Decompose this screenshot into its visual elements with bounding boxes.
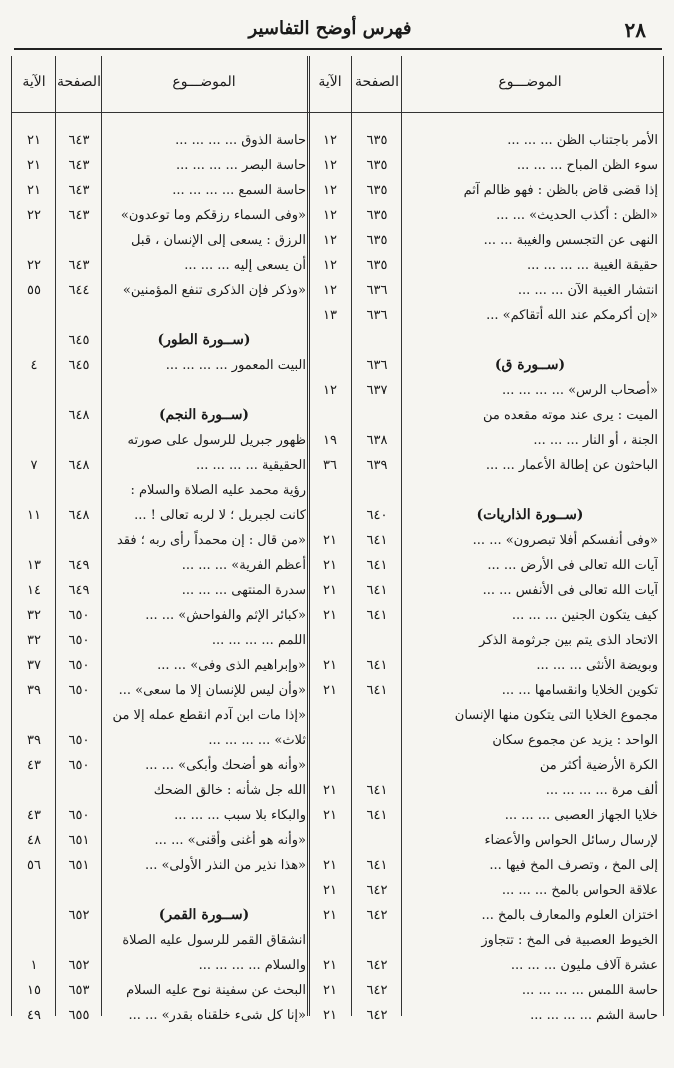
entry-topic: انتشار الغيبة الآن ... ... ... xyxy=(517,283,658,298)
index-entry xyxy=(12,928,310,953)
entry-topic: الميت : يرى عند موته مقعده من xyxy=(483,408,658,423)
entry-verse: ٤٣ xyxy=(27,758,41,773)
entry-page: ٦٤٥ xyxy=(68,333,90,348)
index-entry xyxy=(308,153,664,178)
entry-page: ٦٤٢ xyxy=(366,958,388,973)
entry-topic: الواحد : يزيد عن مجموع سكان xyxy=(492,733,658,748)
entry-page: ٦٤٢ xyxy=(366,908,388,923)
header-page: الصفحة xyxy=(57,74,101,90)
entry-topic: لإرسال رسائل الحواس والأعضاء xyxy=(484,833,658,848)
index-entry xyxy=(308,228,664,253)
entry-topic: حاسة الذوق ... ... ... ... xyxy=(175,133,306,148)
entry-topic: (ســورة ق) xyxy=(494,357,566,373)
entry-verse: ٢١ xyxy=(27,158,41,173)
entry-topic: آيات الله تعالى فى الأرض ... ... xyxy=(487,558,658,573)
entry-page: ٦٥١ xyxy=(68,858,90,873)
entry-topic: كانت لجبريل ؛ لا لربه تعالى ! ... xyxy=(134,508,306,523)
header-topic: الموضـــوع xyxy=(172,74,236,90)
index-entry xyxy=(12,603,310,628)
entry-verse: ١٢ xyxy=(323,383,337,398)
entry-verse: ٢١ xyxy=(323,883,337,898)
entry-page: ٦٤٨ xyxy=(68,508,90,523)
entry-page: ٦٤٣ xyxy=(68,158,90,173)
entry-verse: ٢١ xyxy=(323,983,337,998)
entry-topic: البيت المعمور ... ... ... ... xyxy=(165,358,306,373)
entry-page: ٦٥٠ xyxy=(68,658,90,673)
entry-topic: (ســورة القمر) xyxy=(158,907,250,923)
index-entry xyxy=(308,678,664,703)
index-entry xyxy=(308,778,664,803)
index-entry xyxy=(12,153,310,178)
entry-topic: الله جل شأنه : خالق الضحك xyxy=(153,783,306,798)
index-entry xyxy=(308,878,664,903)
index-entry xyxy=(12,228,310,253)
index-entry xyxy=(12,578,310,603)
entry-topic: الرزق : يسعى إلى الإنسان ، قبل xyxy=(131,233,306,248)
entry-verse: ٢١ xyxy=(323,908,337,923)
entry-verse: ١٢ xyxy=(323,233,337,248)
index-entry xyxy=(308,178,664,203)
entry-page: ٦٤١ xyxy=(366,683,388,698)
entry-page: ٦٤٩ xyxy=(68,558,90,573)
index-entry xyxy=(308,803,664,828)
index-entry xyxy=(12,178,310,203)
index-entry xyxy=(12,478,310,503)
entry-verse: ١٩ xyxy=(323,433,337,448)
entry-page: ٦٤٣ xyxy=(68,133,90,148)
entry-page: ٦٤٢ xyxy=(366,883,388,898)
running-title: فهرس أوضح التفاسير xyxy=(248,18,412,39)
entry-topic: الباحثون عن إطالة الأعمار ... ... xyxy=(485,458,658,473)
index-entry xyxy=(12,378,310,403)
index-entry xyxy=(308,753,664,778)
index-entry xyxy=(308,328,664,353)
index-entry xyxy=(308,953,664,978)
index-entry xyxy=(308,578,664,603)
entry-page: ٦٥٠ xyxy=(68,808,90,823)
entry-verse: ٢١ xyxy=(323,858,337,873)
entry-topic: حقيقة الغيبة ... ... ... ... xyxy=(527,258,658,273)
index-entry xyxy=(308,453,664,478)
index-column-left xyxy=(12,56,310,1023)
entry-page: ٦٤١ xyxy=(366,808,388,823)
entry-topic: رؤية محمد عليه الصلاة والسلام : xyxy=(130,483,306,498)
entry-page: ٦٤٤ xyxy=(68,283,90,298)
entry-topic: «إذا مات ابن آدم انقطع عمله إلا من xyxy=(112,708,306,723)
entry-topic: «كبائر الإثم والفواحش» ... ... xyxy=(145,608,306,623)
entry-topic: الحقيقية ... ... ... ... xyxy=(195,458,306,473)
entry-topic: الاتحاد الذى يتم بين جرثومة الذكر xyxy=(479,633,658,648)
entry-verse: ١٢ xyxy=(323,283,337,298)
index-entry xyxy=(308,978,664,1003)
entry-verse: ٢١ xyxy=(323,1008,337,1023)
entry-verse: ١٢ xyxy=(323,158,337,173)
entry-verse: ٢١ xyxy=(323,558,337,573)
column-headers xyxy=(308,56,664,113)
entry-topic: ألف مرة ... ... ... ... xyxy=(545,783,658,798)
index-entry xyxy=(308,428,664,453)
entry-verse: ٢١ xyxy=(323,533,337,548)
entry-topic: إذا قضى قاض بالظن : فهو ظالم آثم xyxy=(463,183,658,198)
entry-page: ٦٥٥ xyxy=(68,1008,90,1023)
entry-topic: «من قال : إن محمداً رأى ربه ؛ فقد xyxy=(116,533,306,548)
entry-page: ٦٣٦ xyxy=(366,283,388,298)
entry-verse: ٤٣ xyxy=(27,808,41,823)
index-entry xyxy=(12,853,310,878)
entry-page: ٦٣٥ xyxy=(366,208,388,223)
index-entry xyxy=(308,528,664,553)
index-entry xyxy=(12,253,310,278)
entry-page: ٦٥٣ xyxy=(68,983,90,998)
index-column-right xyxy=(308,56,664,1023)
entry-page: ٦٤١ xyxy=(366,608,388,623)
index-entry xyxy=(12,428,310,453)
index-entry xyxy=(12,503,310,528)
surah-heading xyxy=(308,353,664,378)
entry-page: ٦٤٢ xyxy=(366,983,388,998)
entry-verse: ١٥ xyxy=(27,983,41,998)
entry-verse: ٢١ xyxy=(323,583,337,598)
index-entry xyxy=(12,653,310,678)
entry-verse: ٣٧ xyxy=(27,658,41,673)
entry-page: ٦٤٣ xyxy=(68,208,90,223)
entry-verse: ٣٩ xyxy=(27,683,41,698)
index-entry xyxy=(308,203,664,228)
entry-verse: ١٢ xyxy=(323,133,337,148)
entry-topic: (ســورة النجم) xyxy=(158,407,250,423)
entry-topic: الكرة الأرضية أكثر من xyxy=(539,758,658,773)
entry-verse: ١٣ xyxy=(323,308,337,323)
index-rows xyxy=(308,128,664,1028)
entry-topic: «إنا كل شىء خلقناه بقدر» ... ... xyxy=(128,1008,306,1023)
index-entry xyxy=(308,653,664,678)
entry-verse: ٤ xyxy=(30,358,38,373)
entry-verse: ٢١ xyxy=(27,183,41,198)
entry-page: ٦٤٢ xyxy=(366,1008,388,1023)
entry-verse: ٢١ xyxy=(27,133,41,148)
entry-topic: الخيوط العصبية فى المخ : تتجاوز xyxy=(481,933,658,948)
surah-heading xyxy=(12,328,310,353)
page-header xyxy=(14,14,646,50)
entry-verse: ٢٢ xyxy=(27,208,41,223)
entry-page: ٦٥٢ xyxy=(68,908,90,923)
entry-topic: إلى المخ ، وتصرف المخ فيها ... xyxy=(489,858,658,873)
index-entry xyxy=(308,378,664,403)
entry-topic: «وأنه هو أغنى وأقنى» ... ... xyxy=(154,833,306,848)
entry-page: ٦٤٨ xyxy=(68,408,90,423)
entry-verse: ٣٢ xyxy=(27,633,41,648)
entry-page: ٦٣٥ xyxy=(366,258,388,273)
entry-page: ٦٥١ xyxy=(68,833,90,848)
entry-topic: كيف يتكون الجنين ... ... ... xyxy=(511,608,658,623)
index-entry xyxy=(308,1003,664,1028)
entry-topic: «وإبراهيم الذى وفى» ... ... xyxy=(157,658,306,673)
entry-topic: وبويضة الأنثى ... ... ... xyxy=(536,658,658,673)
entry-topic: تكوين الخلايا وانقسامها ... ... xyxy=(501,683,658,698)
index-entry xyxy=(12,303,310,328)
entry-topic: (ســورة الطور) xyxy=(157,332,251,348)
entry-topic: أن يسعى إليه ... ... ... xyxy=(184,258,306,273)
entry-topic: البحث عن سفينة نوح عليه السلام xyxy=(126,983,306,998)
entry-page: ٦٤٣ xyxy=(68,258,90,273)
entry-topic: ظهور جبريل للرسول على صورته xyxy=(127,433,306,448)
entry-verse: ٢١ xyxy=(323,658,337,673)
index-entry xyxy=(12,453,310,478)
entry-topic: «إن أكرمكم عند الله أتقاكم» ... xyxy=(486,308,658,323)
entry-page: ٦٤١ xyxy=(366,558,388,573)
entry-page: ٦٣٥ xyxy=(366,133,388,148)
entry-page: ٦٣٥ xyxy=(366,158,388,173)
entry-page: ٦٣٩ xyxy=(366,458,388,473)
entry-page: ٦٣٧ xyxy=(366,383,388,398)
index-entry xyxy=(308,553,664,578)
entry-page: ٦٤٩ xyxy=(68,583,90,598)
entry-topic: «أصحاب الرس» ... ... ... ... xyxy=(501,383,658,398)
entry-page: ٦٣٥ xyxy=(366,233,388,248)
entry-verse: ٣٩ xyxy=(27,733,41,748)
index-entry xyxy=(308,928,664,953)
index-entry xyxy=(12,528,310,553)
entry-page: ٦٥٠ xyxy=(68,608,90,623)
entry-page: ٦٤٣ xyxy=(68,183,90,198)
entry-page: ٦٤١ xyxy=(366,858,388,873)
entry-topic: عشرة آلاف مليون ... ... ... xyxy=(510,958,658,973)
entry-verse: ٢١ xyxy=(323,958,337,973)
header-verse: الآية xyxy=(22,74,46,90)
entry-topic: علاقة الحواس بالمخ ... ... ... xyxy=(501,883,658,898)
index-entry xyxy=(308,303,664,328)
entry-topic: مجموع الخلايا التى يتكون منها الإنسان xyxy=(454,708,658,723)
entry-topic: اختزان العلوم والمعارف بالمخ ... xyxy=(481,908,658,923)
entry-topic: حاسة اللمس ... ... ... ... xyxy=(521,983,658,998)
entry-page: ٦٤١ xyxy=(366,533,388,548)
entry-topic: النهى عن التجسس والغيبة ... ... xyxy=(483,233,658,248)
header-verse: الآية xyxy=(318,74,342,90)
index-entry xyxy=(12,1003,310,1028)
entry-topic: حاسة السمع ... ... ... ... xyxy=(172,183,306,198)
entry-verse: ٢٢ xyxy=(27,258,41,273)
entry-page: ٦٤٥ xyxy=(68,358,90,373)
index-entry xyxy=(12,553,310,578)
entry-verse: ١٢ xyxy=(323,183,337,198)
entry-page: ٦٣٦ xyxy=(366,358,388,373)
index-entry xyxy=(308,853,664,878)
entry-page: ٦٣٨ xyxy=(366,433,388,448)
entry-verse: ١ xyxy=(30,958,38,973)
entry-verse: ١١ xyxy=(27,508,41,523)
index-entry xyxy=(308,903,664,928)
entry-page: ٦٥٢ xyxy=(68,958,90,973)
entry-verse: ٥٥ xyxy=(27,283,41,298)
entry-topic: «وفى أنفسكم أفلا تبصرون» ... ... xyxy=(472,533,658,548)
index-entry xyxy=(308,403,664,428)
index-entry xyxy=(12,628,310,653)
index-entry xyxy=(12,703,310,728)
index-entry xyxy=(12,953,310,978)
entry-verse: ٢١ xyxy=(323,808,337,823)
entry-verse: ٣٦ xyxy=(323,458,337,473)
entry-topic: آيات الله تعالى فى الأنفس ... ... xyxy=(482,583,658,598)
entry-topic: سوء الظن المباح ... ... ... xyxy=(516,158,658,173)
entry-page: ٦٣٦ xyxy=(366,308,388,323)
index-entry xyxy=(308,828,664,853)
entry-page: ٦٤١ xyxy=(366,658,388,673)
index-entry xyxy=(308,728,664,753)
index-entry xyxy=(12,878,310,903)
index-entry xyxy=(308,703,664,728)
entry-topic: والبكاء بلا سبب ... ... ... xyxy=(174,808,306,823)
index-entry xyxy=(308,603,664,628)
index-entry xyxy=(308,253,664,278)
index-entry xyxy=(12,728,310,753)
index-entry xyxy=(308,128,664,153)
index-entry xyxy=(12,278,310,303)
header-page: الصفحة xyxy=(355,74,399,90)
entry-verse: ٢١ xyxy=(323,783,337,798)
surah-heading xyxy=(12,403,310,428)
entry-verse: ٤٨ xyxy=(27,833,41,848)
entry-page: ٦٤٠ xyxy=(366,508,388,523)
entry-topic: «وفى السماء رزقكم وما توعدون» xyxy=(120,208,306,223)
entry-page: ٦٥٠ xyxy=(68,683,90,698)
entry-page: ٦٤١ xyxy=(366,583,388,598)
entry-topic: (ســورة الذاريات) xyxy=(476,507,584,523)
entry-page: ٦٣٥ xyxy=(366,183,388,198)
entry-topic: «وأنه هو أضحك وأبكى» ... ... xyxy=(145,758,306,773)
entry-topic: أعظم الفرية» ... ... ... xyxy=(181,558,306,573)
entry-topic: «هذا نذير من النذر الأولى» ... xyxy=(144,858,306,873)
surah-heading xyxy=(12,903,310,928)
entry-verse: ٤٩ xyxy=(27,1008,41,1023)
index-entry xyxy=(12,828,310,853)
entry-topic: «وأن ليس للإنسان إلا ما سعى» ... xyxy=(118,683,306,698)
entry-topic: اللمم ... ... ... ... xyxy=(211,633,306,648)
column-headers xyxy=(12,56,310,113)
entry-topic: خلايا الجهاز العصبى ... ... ... xyxy=(504,808,658,823)
index-entry xyxy=(12,778,310,803)
header-rule xyxy=(14,48,662,50)
entry-verse: ٧ xyxy=(30,458,38,473)
entry-topic: حاسة البصر ... ... ... ... xyxy=(175,158,306,173)
entry-page: ٦٤٨ xyxy=(68,458,90,473)
entry-page: ٦٥٠ xyxy=(68,733,90,748)
entry-page: ٦٤١ xyxy=(366,783,388,798)
surah-heading xyxy=(308,503,664,528)
index-entry xyxy=(12,353,310,378)
entry-page: ٦٥٠ xyxy=(68,633,90,648)
entry-topic: «وذكر فإن الذكرى تنفع المؤمنين» xyxy=(122,283,306,298)
entry-topic: حاسة الشم ... ... ... ... xyxy=(530,1008,658,1023)
entry-topic: سدرة المنتهى ... ... ... xyxy=(181,583,306,598)
index-entry xyxy=(12,203,310,228)
index-entry xyxy=(308,278,664,303)
entry-verse: ٣٢ xyxy=(27,608,41,623)
index-rows xyxy=(12,128,310,1028)
entry-verse: ١٣ xyxy=(27,558,41,573)
entry-topic: ثلاث» ... ... ... ... xyxy=(208,733,306,748)
header-topic: الموضـــوع xyxy=(498,74,562,90)
entry-topic: والسلام ... ... ... ... xyxy=(198,958,306,973)
index-entry xyxy=(308,478,664,503)
entry-verse: ١٤ xyxy=(27,583,41,598)
entry-page: ٦٥٠ xyxy=(68,758,90,773)
index-entry xyxy=(12,803,310,828)
index-entry xyxy=(12,128,310,153)
entry-topic: الجنة ، أو النار ... ... ... xyxy=(533,433,658,448)
entry-verse: ٢١ xyxy=(323,683,337,698)
index-entry xyxy=(12,678,310,703)
page-number: ٢٨ xyxy=(624,18,646,42)
entry-topic: انشقاق القمر للرسول عليه الصلاة xyxy=(122,933,306,948)
entry-verse: ٢١ xyxy=(323,608,337,623)
entry-topic: الأمر باجتناب الظن ... ... ... xyxy=(507,133,658,148)
index-entry xyxy=(12,978,310,1003)
entry-verse: ٥٦ xyxy=(27,858,41,873)
index-entry xyxy=(308,628,664,653)
entry-verse: ١٢ xyxy=(323,258,337,273)
entry-topic: «الظن : أكذب الحديث» ... ... xyxy=(496,208,658,223)
entry-verse: ١٢ xyxy=(323,208,337,223)
index-entry xyxy=(12,753,310,778)
